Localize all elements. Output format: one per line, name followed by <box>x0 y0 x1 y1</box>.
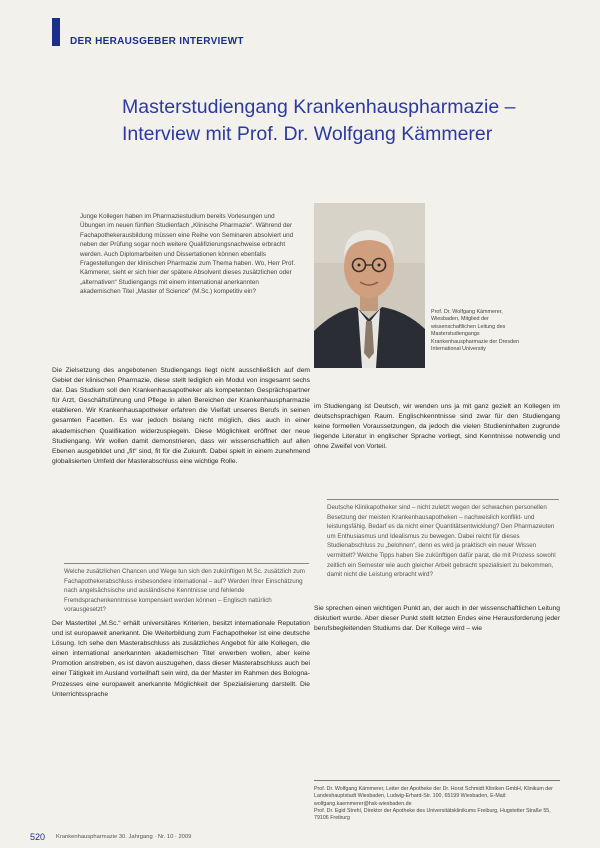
author-footnote: Prof. Dr. Wolfgang Kämmerer, Leiter der Apotheke der Dr. Horst Schmidt Kliniken GmbH, Klinikum der Landeshauptstadt Wiesbaden, Ludwig-Erhard-Str. 100, 65199 Wiesbaden, E-Mail: wolfgang.kaemmerer@hsk-wiesbaden.de Prof. Dr. Egid Strehl, Direktor der Apotheke des Universitätsklinikums Freiburg, Hugstetter Straße 55, 79106 Freiburg <box>314 786 553 822</box>
question-right: Deutsche Klinikapotheker sind – nicht zuletzt wegen der schwachen personellen Besetzung der meisten Krankenhausapotheken – nachweislich konflikt- und leistungsfähig. Bedarf es da nicht einer Quantitätsentwicklung? Den Pharmazeuten um Enthusiasmus und Idealismus zu bewegen. Dabei reicht für dieses Studienabschluss zu „belohnen“, denn es wird ja praktisch ein neuer Wissen vermittelt? Welche Tipps haben Sie zukünftigen dafür parat, die mit Prozess sowohl zeitlich ein Semester wie auch gleicher Arbeit gebracht spezialisiert zu bekommen, damit nicht die Leistung erbracht wird? <box>327 499 559 580</box>
section-bar <box>52 18 60 46</box>
question-left: Welche zusätzlichen Chancen und Wege tun sich den zukünftigen M.Sc. zusätzlich zum Fachapothekerabschluss insbesondere international – auf? Werden Ihrer Einschätzung nach angelsächsische und ausländische Kenntnisse und fehlende Fremdsprachenkenntnisse kompensiert werden können – Englisch natürlich vorausgesetzt? <box>64 563 309 615</box>
title-line-1: Masterstudiengang Krankenhauspharmazie – <box>122 96 516 118</box>
body-text-left-2: Der Mastertitel „M.Sc.“ erhält universitäres Kriterien, besitzt internationale Reputation und ist europaweit anerkannt. Die Weiterbildung zum Fachapotheker ist eine deutsche Lösung. Ich sehe den Masterabschluss als zusätzliches Angebot für alle Kollegen, die einen international anerkannten akademischen Titel erwerben wollen, aber keine Promotion anstreben, es ist davon auszugehen, dass dieser Masterabschluss auch bei einer Tätigkeit im Ausland vorteilhaft sein wird, da der Master im Rahmen des Bologna-Prozesses eine europaweit anerkannte Möglichkeit der Spezialisierung darstellt. Die Unterrichtssprache <box>52 620 310 698</box>
portrait-photo <box>314 203 425 368</box>
intro-text: Junge Kollegen haben im Pharmaziestudium bereits Vorlesungen und Übungen im neuen fünften Studienfach „Klinische Pharmazie“. Während der Fachapothekerausbildung müssen eine Reihe von Seminaren absolviert und neben der Prüfung sogar noch weitere Qualifizierungsnachweise erbracht werden. Auch Diplomarbeiten und Dissertationen können ebenfalls Fragestellungen der klinischen Pharmazie zum Thema haben. Wo, Herr Prof. Kämmerer, sieht er sich hier der spätere Absolvent dieses zusätzlichen oder „alternativen“ Studiengangs mit einem international anerkannten akademischen Titel „Master of Science“ (M.Sc.) kompetitiv ein? <box>80 213 296 296</box>
portrait-image <box>314 203 425 368</box>
footnote-divider <box>314 780 560 781</box>
photo-caption: Prof. Dr. Wolfgang Kämmerer, Wiesbaden, Mitglied der wissenschaftlichen Leitung des Masterstudiengangs Krankenhauspharmazie der Dresden International University <box>431 309 520 353</box>
body-text-left: Die Zielsetzung des angebotenen Studiengangs liegt nicht ausschließlich auf dem Gebiet der klinischen Pharmazie, diese stellt lediglich ein Modul von insgesamt sechs dar. Das Studium soll den Krankenhausapotheker als kompetenten Gesprächspartner für Arzt, Geschäftsführung und Pflege in allen Bereichen der Krankenhauspharmazie etablieren. Wir Krankenhausapotheker erfahren die Vielfalt unseres Berufs in seinen gesamten Facetten. Es war jedoch bislang nicht möglich, dies auch in einer akademischen Qualifikation widerzuspiegeln. Diese Möglichkeit eröffnet der neue Studiengang. Wir wollen damit demonstrieren, dass wir wissenschaftlich auf allen Ebenen ausgebildet und „fit“ sind, fit für die Zukunft. Dabei spielt in einem zunehmend globalisierten Umfeld der Masterabschluss eine wichtige Rolle. <box>52 367 310 465</box>
article-title <box>122 94 572 148</box>
title-line-2: Interview mit Prof. Dr. Wolfgang Kämmerer <box>122 123 493 145</box>
page-number: 520 <box>30 832 46 842</box>
journal-footer: Krankenhauspharmazie 30. Jahrgang · Nr. 10 · 2009 <box>56 834 192 840</box>
section-label: DER HERAUSGEBER INTERVIEWT <box>70 36 244 47</box>
body-text-right-2: Sie sprechen einen wichtigen Punkt an, der auch in der wissenschaftlichen Leitung diskutiert wurde. Aber dieser Punkt stellt letzten Endes eine Herausforderung jeder berufsbegleitenden Studiums dar. Der Kollege wird – wie <box>314 605 560 633</box>
body-text-right: im Studiengang ist Deutsch, wir wenden uns ja mit ganz gezielt an Kollegen im deutschsprachigen Raum. Englischkenntnisse sind zwar für den Studiengang keine formellen Voraussetzungen, da jedoch die vielen Studieninhalten zugrunde liegende Literatur in englischer Sprache vorliegt, sind Kenntnisse notwendig und ohne Zweifel von Vorteil. <box>314 403 560 451</box>
